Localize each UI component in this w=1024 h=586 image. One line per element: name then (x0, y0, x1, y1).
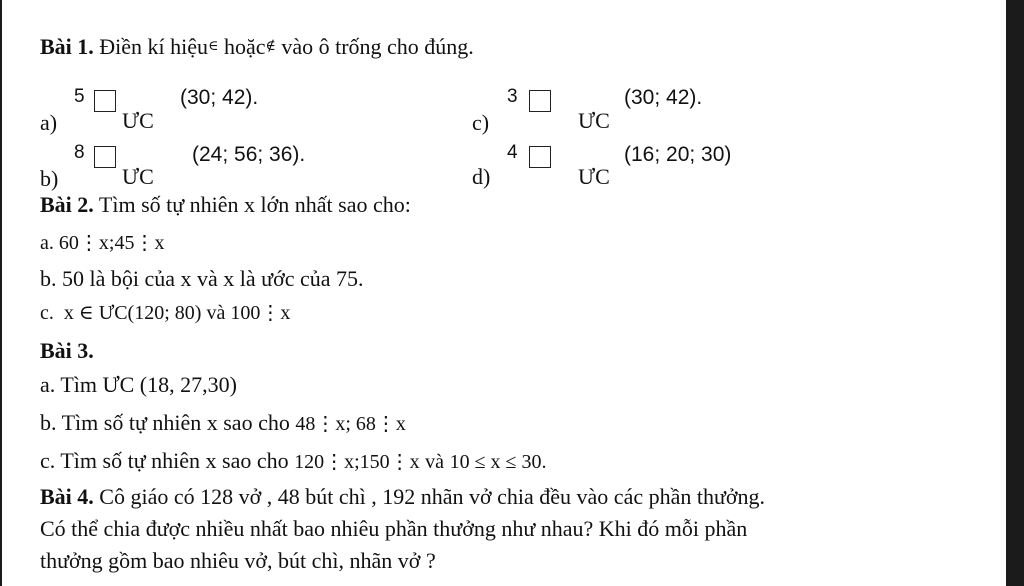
bai3-title: Bài 3. (40, 338, 94, 363)
item-a-uc: ƯC (122, 108, 154, 133)
bai3-c-expr: 120⋮x;150⋮x (294, 451, 420, 473)
item-d-number: 4 (507, 142, 518, 163)
bai4-title: Bài 4. (40, 484, 94, 509)
bai2-a-label: a. (40, 232, 54, 254)
item-c-uc: ƯC (578, 108, 610, 133)
worksheet-page (2, 0, 1006, 586)
bai3-c-expr2: 10 ≤ x ≤ 30. (449, 451, 547, 473)
item-b-args: (24; 56; 36). (192, 143, 306, 166)
bai3-a-text: a. Tìm ƯC (40, 372, 135, 397)
bai2-a-expr: 60⋮x;45⋮x (58, 232, 165, 254)
not-element-of-symbol: ∉ (265, 39, 276, 54)
bai3-c-mid: và (425, 451, 445, 473)
bai2-c-expr2: 100⋮x (230, 302, 291, 324)
bai3-c (40, 448, 547, 475)
bai3-a-args: (18, 27,30) (139, 372, 237, 397)
bai4-line1 (40, 484, 765, 510)
bai2-text: Tìm số tự nhiên x lớn nhất sao cho: (98, 192, 411, 217)
item-d-answer-box[interactable] (529, 146, 551, 168)
bai2-c-label: c. (40, 302, 54, 324)
item-d-label: d) (472, 164, 491, 189)
item-a-args: (30; 42). (180, 86, 259, 109)
item-c-args: (30; 42). (624, 86, 703, 109)
bai2-heading (40, 192, 411, 218)
item-d-args: (16; 20; 30) (624, 143, 732, 166)
bai1-text-post: vào ô trống cho đúng. (281, 34, 474, 59)
bai3-b (40, 410, 406, 437)
item-c-answer-box[interactable] (529, 90, 551, 112)
bai4-line1-text: Cô giáo có 128 vở , 48 bút chì , 192 nhãn vở chia đều vào các phần thưởng. (99, 484, 766, 509)
bai1-title: Bài 1. (40, 34, 94, 59)
bai1-heading (40, 34, 474, 60)
item-c-label: c) (472, 110, 490, 135)
bai3-a (40, 372, 237, 398)
item-d-uc: ƯC (578, 164, 610, 189)
element-of-symbol: ∈ (208, 39, 219, 54)
item-b-answer-box[interactable] (94, 146, 116, 168)
bai3-heading (40, 338, 94, 364)
item-b-number: 8 (74, 142, 85, 163)
bai2-b-text: b. 50 là bội của x và x là ước của 75. (40, 266, 364, 291)
item-a-answer-box[interactable] (94, 90, 116, 112)
bai2-a (40, 230, 164, 256)
item-b-label: b) (40, 166, 59, 191)
bai2-b (40, 266, 364, 292)
bai2-c-mid: và (206, 302, 226, 324)
item-b-uc: ƯC (122, 164, 154, 189)
item-a-label: a) (40, 110, 58, 135)
bai4-line3: thưởng gồm bao nhiêu vở, bút chì, nhãn vở ? (40, 548, 436, 573)
bai2-c-expr: x ∈ ƯC(120; 80) (63, 302, 202, 324)
bai2-c (40, 300, 290, 326)
item-a-number: 5 (74, 86, 85, 107)
bai1-text-mid: hoặc (223, 34, 266, 59)
bai3-b-expr: 48⋮x; 68⋮x (295, 413, 406, 435)
bai1-text-pre: Điền kí hiệu (99, 34, 209, 59)
item-c-number: 3 (507, 86, 518, 107)
bai3-b-text: b. Tìm số tự nhiên x sao cho (40, 410, 290, 435)
bai2-title: Bài 2. (40, 192, 94, 217)
bai4-line2: Có thể chia được nhiều nhất bao nhiêu phần thưởng như nhau? Khi đó mỗi phần (40, 516, 748, 541)
bai3-c-text: c. Tìm số tự nhiên x sao cho (40, 448, 289, 473)
